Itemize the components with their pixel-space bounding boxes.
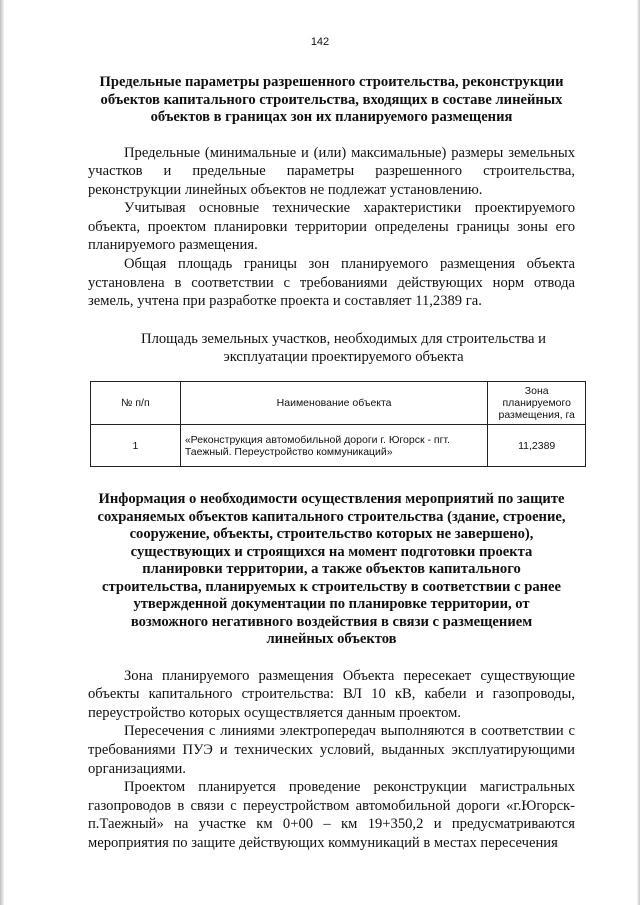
header-name: Наименование объекта [180, 382, 488, 425]
document-body [88, 70, 575, 852]
header-num: № п/п [91, 382, 181, 425]
section1-paragraphs [88, 144, 575, 311]
scan-left-edge [0, 0, 4, 905]
section2-title: Информация о необходимости осуществления мероприятий по защите сохраняемых объектов капитального строительства (здание, строение, сооружение, объекты, строительство которых не завершено), существующих и строящихся на момент подготовки проекта планировки территории, а также объектов капитального строительства, планируемых к строительству в соответствии с ранее утвержденной документации по планировке территории, от возможного негативного воздействия в связи с размещением линейных объектов [97, 491, 566, 648]
row-num: 1 [91, 425, 181, 467]
section1-paragraph-2: Учитывая основные технические характеристики проектируемого объекта, проектом планировки территории определены границы зоны его планируемого размещения. [88, 200, 575, 254]
table-row [91, 425, 586, 467]
land-area-table [90, 381, 586, 467]
section2-paragraph-1: Зона планируемого размещения Объекта пересекает существующие объекты капитального строительства: ВЛ 10 кВ, кабели и газопроводы, переустройство которых осуществляется данным проектом. [88, 667, 575, 721]
section1-paragraph-1: Предельные (минимальные и (или) максимальные) размеры земельных участков и предельные параметры разрешенного строительства, реконструкции линейных объектов не подлежат установлению. [88, 144, 575, 198]
section1-paragraph-3: Общая площадь границы зон планируемого размещения объекта установлена в соответствии с требованиями действующих норм отвода земель, учтена при разработке проекта и составляет 11,2389 га. [88, 256, 575, 310]
row-zone: 11,2389 [488, 425, 586, 467]
row-name: «Реконструкция автомобильной дороги г. Югорск - пгт. Таежный. Переустройство коммуникаций» [180, 425, 488, 467]
section1-title: Предельные параметры разрешенного строительства, реконструкции объектов капитального строительства, входящих в составе линейных объектов в границах зон их планируемого размещения [99, 74, 564, 125]
table-header-row [91, 382, 586, 425]
section2-paragraph-3: Проектом планируется проведение реконструкции магистральных газопроводов в связи с переустройством автомобильной дороги «г.Югорск-п.Таежный» на участке км 0+00 – км 19+350,2 и предусматриваются мероприятия по защите действующих коммуникаций в местах пересечения [88, 779, 575, 851]
header-zone: Зона планируемого размещения, га [488, 382, 586, 425]
table-caption: Площадь земельных участков, необходимых для строительства и эксплуатации проектируемого объекта [141, 330, 546, 366]
section2-paragraphs [88, 667, 575, 853]
section2-paragraph-2: Пересечения с линиями электропередач выполняются в соответствии с требованиями ПУЭ и технических условий, выданных эксплуатирующими организациями. [88, 723, 575, 777]
page-number: 142 [310, 36, 330, 48]
